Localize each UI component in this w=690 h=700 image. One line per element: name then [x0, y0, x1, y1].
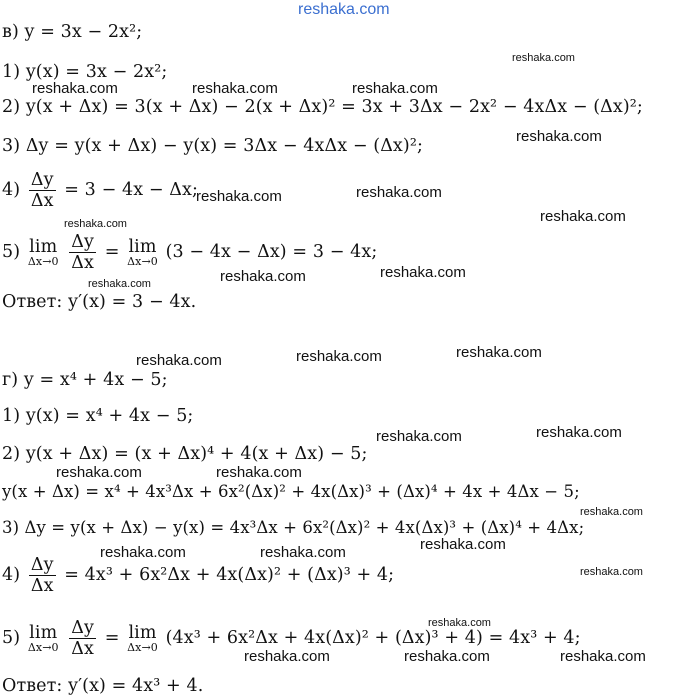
fraction	[29, 170, 56, 211]
watermark: reshaka.com	[536, 424, 622, 441]
watermark: reshaka.com	[580, 566, 643, 578]
watermark: reshaka.com	[516, 128, 602, 145]
limit-operator	[28, 624, 59, 654]
watermark-top[interactable]: reshaka.com	[298, 1, 390, 18]
step-number: 4)	[2, 565, 21, 585]
fraction	[29, 555, 56, 596]
limit-subscript: Δx→0	[27, 640, 59, 654]
step-expression: (4x³ + 6x²Δx + 4x(Δx)² + (Δx)³ + 4) = 4x³ + 4;	[165, 628, 581, 648]
watermark: reshaka.com	[560, 648, 646, 665]
watermark: reshaka.com	[420, 536, 506, 553]
watermark: reshaka.com	[196, 188, 282, 205]
watermark: reshaka.com	[100, 544, 186, 561]
watermark: reshaka.com	[376, 428, 462, 445]
fraction-denominator: Δx	[30, 576, 54, 596]
step-number: 4)	[2, 180, 21, 200]
watermark: reshaka.com	[356, 184, 442, 201]
limit-word: lim	[29, 622, 58, 643]
watermark: reshaka.com	[404, 648, 490, 665]
fraction-denominator: Δx	[71, 639, 94, 659]
fraction	[69, 232, 96, 273]
limit-subscript: Δx→0	[27, 254, 59, 268]
step-expression: (3 − 4x − Δx) = 3 − 4x;	[165, 242, 378, 262]
watermark: reshaka.com	[56, 464, 142, 481]
part-v-heading: в) y = 3x − 2x²;	[2, 22, 143, 42]
fraction-numerator: Δy	[30, 555, 54, 575]
fraction-numerator: Δy	[30, 170, 54, 190]
part-v-answer: Ответ: y′(x) = 3 − 4x.	[2, 292, 197, 312]
part-g-step-1: 1) y(x) = x⁴ + 4x − 5;	[2, 406, 194, 426]
watermark: reshaka.com	[540, 208, 626, 225]
watermark: reshaka.com	[136, 352, 222, 369]
part-g-step-4	[2, 555, 394, 596]
part-g-answer: Ответ: y′(x) = 4x³ + 4.	[2, 676, 204, 696]
equals-sign: =	[104, 628, 120, 648]
watermark: reshaka.com	[380, 264, 466, 281]
watermark: reshaka.com	[216, 464, 302, 481]
fraction	[69, 618, 96, 659]
part-g-step-2-expansion: y(x + Δx) = x⁴ + 4x³Δx + 6x²(Δx)² + 4x(Δx)³ + (Δx)⁴ + 4x + 4Δx − 5;	[2, 482, 580, 501]
watermark: reshaka.com	[260, 544, 346, 561]
limit-word: lim	[128, 622, 157, 643]
fraction-denominator: Δx	[30, 191, 54, 211]
part-v-step-1: 1) y(x) = 3x − 2x²;	[2, 62, 168, 82]
limit-operator	[127, 624, 158, 654]
limit-subscript: Δx→0	[127, 640, 158, 654]
limit-operator	[28, 238, 59, 268]
step-number: 5)	[2, 242, 21, 262]
part-v-step-2: 2) y(x + Δx) = 3(x + Δx) − 2(x + Δx)² = 3x + 3Δx − 2x² − 4xΔx − (Δx)²;	[2, 97, 643, 117]
watermark: reshaka.com	[32, 80, 118, 97]
limit-operator	[127, 238, 158, 268]
part-v-step-5	[2, 232, 377, 273]
watermark: reshaka.com	[296, 348, 382, 365]
step-expression: = 4x³ + 6x²Δx + 4x(Δx)² + (Δx)³ + 4;	[64, 565, 395, 585]
watermark: reshaka.com	[456, 344, 542, 361]
equals-sign: =	[104, 242, 120, 262]
limit-subscript: Δx→0	[127, 254, 158, 268]
watermark: reshaka.com	[192, 80, 278, 97]
part-g-step-3: 3) Δy = y(x + Δx) − y(x) = 4x³Δx + 6x²(Δx)² + 4x(Δx)³ + (Δx)⁴ + 4Δx;	[2, 518, 585, 537]
watermark: reshaka.com	[64, 218, 127, 230]
watermark: reshaka.com	[88, 278, 151, 290]
watermark: reshaka.com	[428, 617, 491, 629]
step-expression: = 3 − 4x − Δx;	[64, 180, 198, 200]
watermark: reshaka.com	[244, 648, 330, 665]
fraction-denominator: Δx	[71, 253, 94, 273]
step-number: 5)	[2, 628, 21, 648]
part-v-step-3: 3) Δy = y(x + Δx) − y(x) = 3Δx − 4xΔx − (Δx)²;	[2, 136, 423, 156]
watermark: reshaka.com	[220, 268, 306, 285]
watermark: reshaka.com	[580, 506, 643, 518]
part-g-step-2: 2) y(x + Δx) = (x + Δx)⁴ + 4(x + Δx) − 5;	[2, 444, 368, 464]
part-v-step-4	[2, 170, 198, 211]
limit-word: lim	[29, 236, 58, 257]
limit-word: lim	[128, 236, 157, 257]
part-g-heading: г) y = x⁴ + 4x − 5;	[2, 370, 168, 390]
watermark: reshaka.com	[512, 52, 575, 64]
fraction-numerator: Δy	[71, 618, 95, 638]
watermark: reshaka.com	[352, 80, 438, 97]
fraction-numerator: Δy	[71, 232, 95, 252]
